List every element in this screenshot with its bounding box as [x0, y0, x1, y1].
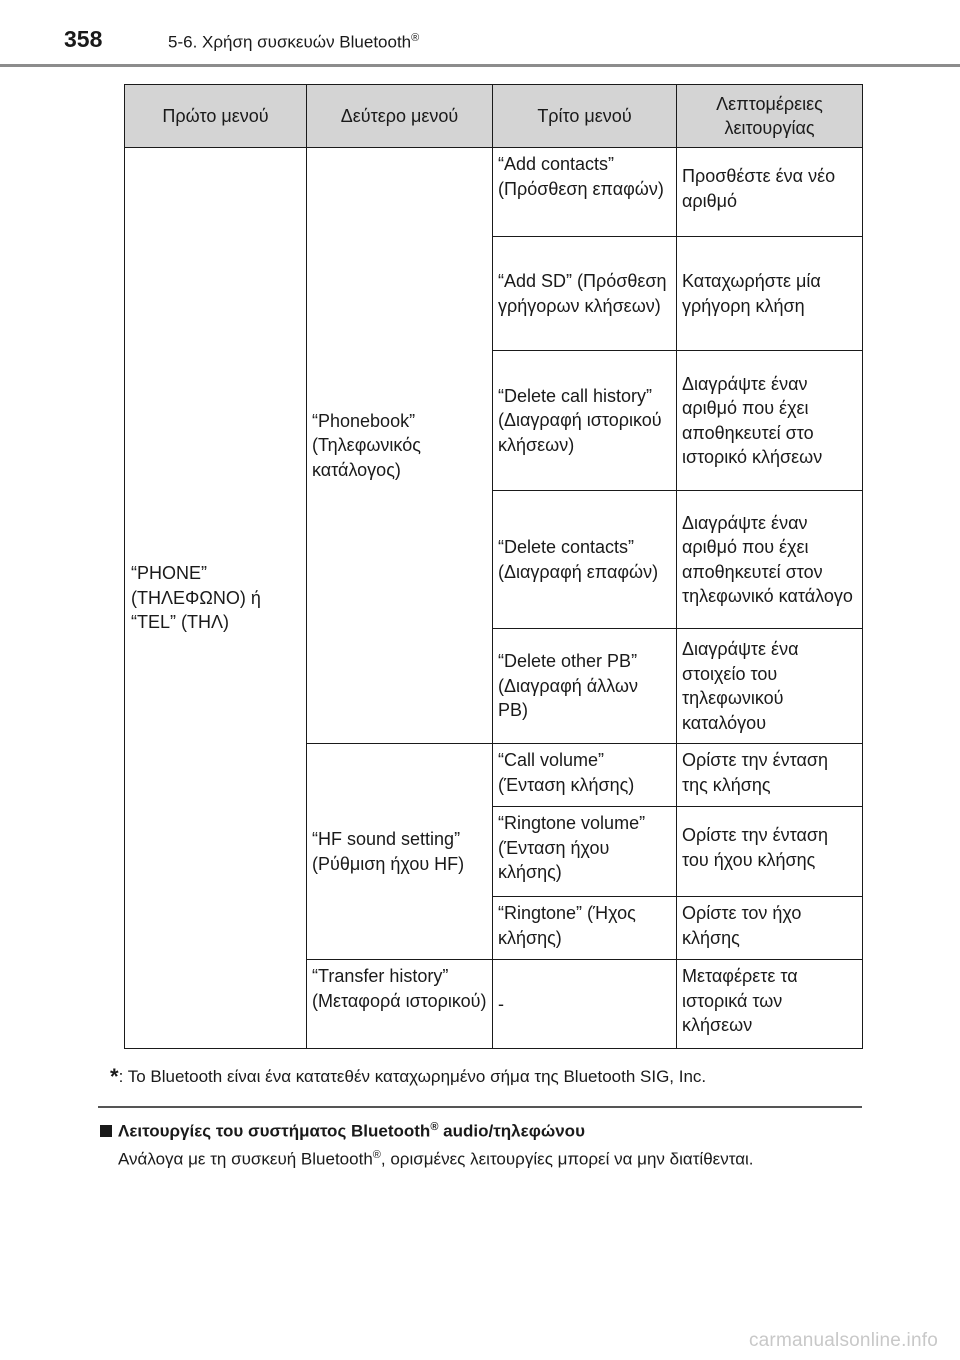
third-menu-cell: “Ringtone volume” (Ένταση ήχου κλήσης) — [493, 807, 677, 897]
third-menu-cell: “Delete contacts” (Διαγραφή επαφών) — [493, 491, 677, 629]
footnote-text: : Το Bluetooth είναι ένα κατατεθέν καταχωρημένο σήμα της Bluetooth SIG, Inc. — [118, 1067, 707, 1086]
third-menu-cell: “Add contacts” (Πρόσθεση επαφών) — [493, 148, 677, 237]
table-header-row — [125, 85, 863, 148]
section-body-suffix: , ορισμένες λειτουργίες μπορεί να μην διατίθενται. — [380, 1149, 754, 1169]
column-header-third-menu: Τρίτο μενού — [493, 85, 677, 148]
registered-mark: ® — [430, 1121, 439, 1133]
section-heading — [100, 1121, 880, 1142]
section-body — [118, 1149, 888, 1170]
detail-cell: Καταχωρήστε μία γρήγορη κλήση — [677, 237, 863, 351]
column-header-first-menu: Πρώτο μενού — [125, 85, 307, 148]
section-title — [168, 32, 419, 53]
registered-mark: ® — [411, 32, 420, 44]
third-menu-cell: “Call volume” (Ένταση κλήσης) — [493, 744, 677, 807]
detail-cell: Ορίστε την ένταση του ήχου κλήσης — [677, 807, 863, 897]
section-heading-suffix: audio/τηλεφώνου — [438, 1121, 585, 1141]
third-menu-cell: “Ringtone” (Ήχος κλήσης) — [493, 897, 677, 960]
detail-cell: Διαγράψτε έναν αριθμό που έχει αποθηκευτεί στον τηλεφωνικό κατάλογο — [677, 491, 863, 629]
section-body-text: Ανάλογα με τη συσκευή Bluetooth — [118, 1149, 373, 1169]
detail-cell: Διαγράψτε έναν αριθμό που έχει αποθηκευτεί στο ιστορικό κλήσεων — [677, 351, 863, 491]
menu-table — [124, 84, 863, 1049]
column-header-details: Λεπτομέρειες λειτουργίας — [677, 85, 863, 148]
footnote-marker: * — [110, 1064, 119, 1089]
first-menu-cell: “PHONE” (ΤΗΛΕΦΩΝΟ) ή “TEL” (ΤΗΛ) — [125, 148, 307, 1049]
detail-cell: Διαγράψτε ένα στοιχείο του τηλεφωνικού καταλόγου — [677, 629, 863, 744]
second-menu-transfer-history: “Transfer history” (Μεταφορά ιστορικού) — [307, 960, 493, 1049]
watermark: carmanualsonline.info — [748, 1330, 938, 1351]
header-rule — [0, 64, 960, 67]
detail-cell: Ορίστε την ένταση της κλήσης — [677, 744, 863, 807]
second-menu-phonebook: “Phonebook” (Τηλεφωνικός κατάλογος) — [307, 148, 493, 744]
third-menu-cell: “Add SD” (Πρόσθεση γρήγορων κλήσεων) — [493, 237, 677, 351]
detail-cell: Προσθέστε ένα νέο αριθμό — [677, 148, 863, 237]
detail-cell: Μεταφέρετε τα ιστορικά των κλήσεων — [677, 960, 863, 1049]
detail-cell: Ορίστε τον ήχο κλήσης — [677, 897, 863, 960]
section-heading-text: Λειτουργίες του συστήματος Bluetooth — [118, 1121, 431, 1141]
square-bullet-icon — [100, 1125, 112, 1137]
third-menu-cell: “Delete other PB” (Διαγραφή άλλων PB) — [493, 629, 677, 744]
page-number: 358 — [64, 26, 103, 52]
third-menu-cell: - — [493, 960, 677, 1049]
registered-mark: ® — [372, 1149, 381, 1161]
third-menu-cell: “Delete call history” (Διαγραφή ιστορικού κλήσεων) — [493, 351, 677, 491]
table-row — [125, 148, 863, 237]
column-header-second-menu: Δεύτερο μενού — [307, 85, 493, 148]
second-menu-hf-sound: “HF sound setting” (Ρύθμιση ήχου HF) — [307, 744, 493, 960]
footnote — [110, 1064, 870, 1090]
section-title-text: 5-6. Χρήση συσκευών Bluetooth — [168, 32, 412, 52]
section-divider — [98, 1106, 862, 1108]
